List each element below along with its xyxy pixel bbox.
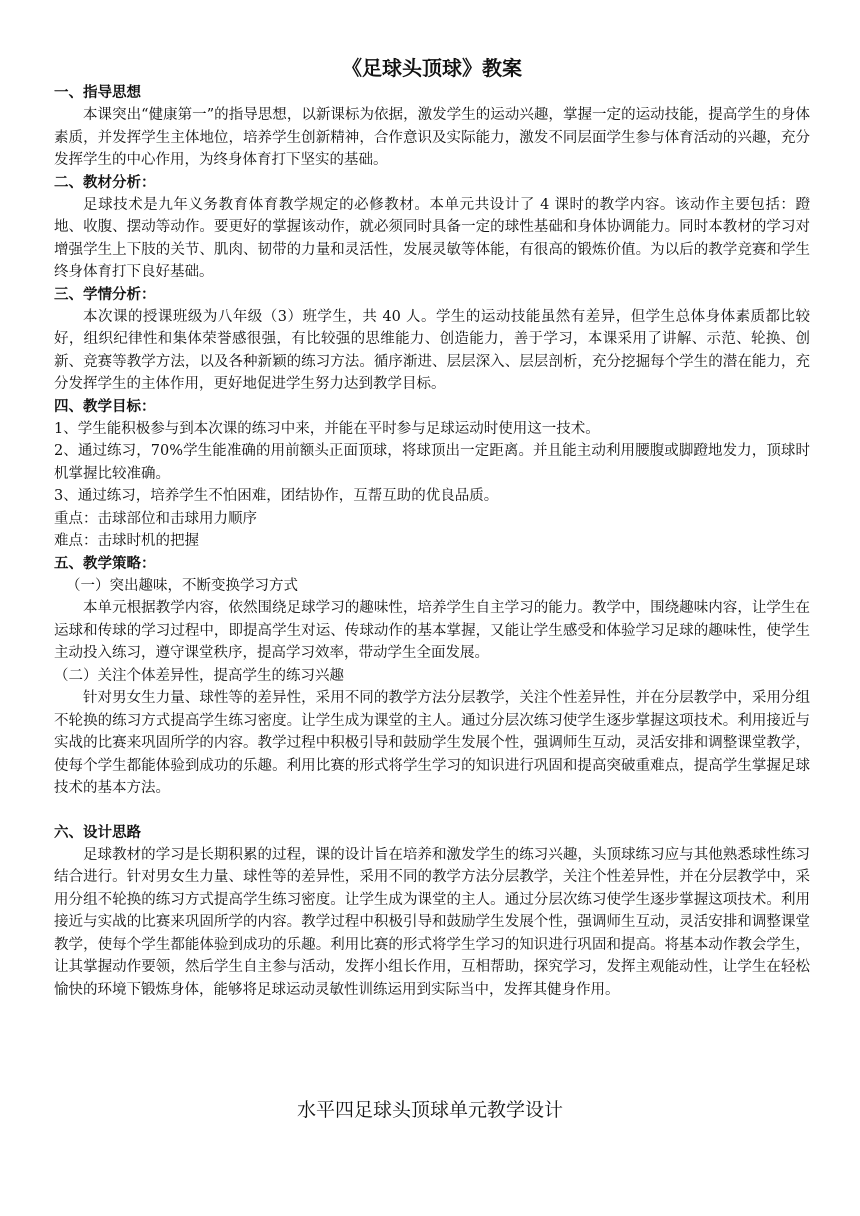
section-heading-material-analysis: 二、教材分析： [54, 174, 156, 191]
section-heading-guiding-ideology: 一、指导思想 [54, 85, 141, 101]
paragraph-student-analysis: 本次课的授课班级为八年级（3）班学生，共 40 人。学生的运动技能虽然有差异，但学生总体身体素质都比较好，组织纪律性和集体荣誉感很强，有比较强的思维能力、创造能力，善于学习，本课采用了讲解、示范、轮换、创新、竞赛等教学方法，以及各种新颖的练习方法。循序渐进、层层深入、层层剖析，充分挖掘每个学生的潜在能力，充分发挥学生的主体作用，更好地促进学生努力达到教学目标。 [54, 308, 810, 392]
goal-item-2: 2、通过练习，70%学生能准确的用前额头正面顶球，将球顶出一定距离。并且能主动利用腰腹或脚蹬地发力，顶球时机掌握比较准确。 [54, 443, 810, 482]
paragraph-material-analysis: 足球技术是九年义务教育体育教学规定的必修教材。本单元共设计了 4 课时的教学内容。该动作主要包括：蹬地、收腹、摆动等动作。要更好的掌握该动作，就必须同时具备一定的球性基础和身体协调能力。同时本教材的学习对增强学生上下肢的关节、肌肉、韧带的力量和灵活性，发展灵敏等体能，有很高的锻炼价值。为以后的教学竞赛和学生终身体育打下良好基础。 [54, 196, 810, 280]
key-point: 重点：击球部位和击球用力顺序 [54, 510, 257, 527]
strategy-subheading-1: （一）突出趣味，不断变换学习方式 [66, 577, 298, 594]
section-heading-teaching-goals: 四、教学目标： [54, 398, 156, 415]
paragraph-strategy-2: 针对男女生力量、球性等的差异性，采用不同的教学方法分层教学，关注个性差异性，并在分层教学中，采用分组不轮换的练习方式提高学生练习密度。让学生成为课堂的主人。通过分层次练习使学生逐步掌握这项技术。利用接近与实战的比赛来巩固所学的内容。教学过程中积极引导和鼓励学生发展个性，强调师生互动，灵活安排和调整课堂教学，使每个学生都能体验到成功的乐趣。利用比赛的形式将学生学习的知识进行巩固和提高突破重难点，提高学生掌握足球技术的基本方法。 [54, 690, 810, 796]
section-heading-teaching-strategy: 五、教学策略： [54, 555, 156, 572]
paragraph-strategy-1: 本单元根据教学内容，依然围绕足球学习的趣味性，培养学生自主学习的能力。教学中，围绕趣味内容，让学生在运球和传球的学习过程中，即提高学生对运、传球动作的基本掌握，又能让学生感受和体验学习足球的趣味性，使学生主动投入练习，遵守课堂秩序，提高学习效率，带动学生全面发展。 [54, 600, 810, 661]
document-title: 《足球头顶球》教案 [342, 56, 522, 80]
goal-item-1: 1、学生能积极参与到本次课的练习中来，并能在平时参与足球运动时使用这一技术。 [54, 420, 600, 437]
spacer [54, 800, 810, 822]
section-heading-student-analysis: 三、学情分析： [54, 286, 156, 303]
paragraph-guiding-ideology: 本课突出“健康第一”的指导思想，以新课标为依据，激发学生的运动兴趣，掌握一定的运动技能，提高学生的身体素质，并发挥学生主体地位，培养学生创新精神，合作意识及实际能力，激发不同层面学生参与体育活动的兴趣，充分发挥学生的中心作用，为终身体育打下坚实的基础。 [54, 107, 810, 168]
document-page [54, 54, 810, 1001]
goal-item-3: 3、通过练习，培养学生不怕困难，团结协作，互帮互助的优良品质。 [54, 488, 499, 504]
difficult-point: 难点：击球时机的把握 [54, 533, 199, 549]
paragraph-design-idea: 足球教材的学习是长期积累的过程，课的设计旨在培养和激发学生的练习兴趣，头顶球练习应与其他熟悉球性练习结合进行。针对男女生力量、球性等的差异性，采用不同的教学方法分层教学，关注个性差异性，并在分层教学中，采用分组不轮换的练习方式提高学生练习密度。让学生成为课堂的主人。通过分层次练习使学生逐步掌握这项技术。利用接近与实战的比赛来巩固所学的内容。教学过程中积极引导和鼓励学生发展个性，强调师生互动，灵活安排和调整课堂教学，使每个学生都能体验到成功的乐趣。利用比赛的形式将学生学习的知识进行巩固和提高。将基本动作教会学生，让其掌握动作要领，然后学生自主参与活动，发挥小组长作用，互相帮助，探究学习，发挥主观能动性，让学生在轻松愉快的环境下锻炼身体，能够将足球运动灵敏性训练运用到实际当中，发挥其健身作用。 [54, 846, 810, 998]
section-heading-design-idea: 六、设计思路 [54, 824, 141, 841]
strategy-subheading-2: （二）关注个体差异性，提高学生的练习兴趣 [54, 667, 344, 684]
unit-design-title: 水平四足球头顶球单元教学设计 [296, 1099, 563, 1121]
